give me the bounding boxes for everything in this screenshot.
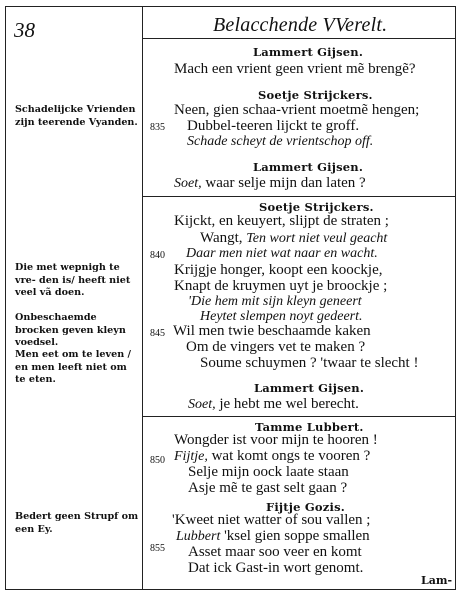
- verse-italic: Ten wort niet veul geacht: [246, 231, 388, 246]
- verse-line: Dat ick Gast-in wort genomt.: [188, 560, 364, 576]
- margin-note: Onbeschaemde brocken geven kleyn voedsel.: [15, 312, 126, 348]
- catchword: Lam-: [421, 574, 453, 587]
- verse-line: Wongder ist voor mijn te hooren !: [174, 432, 378, 448]
- frame-right-rule: [455, 6, 456, 589]
- section-rule: [143, 196, 455, 197]
- verse-line: Wil men twie beschaamde kaken: [173, 323, 371, 339]
- frame-bottom-rule: [5, 589, 456, 590]
- verse-line: Dubbel-teeren lijckt te groff.: [187, 118, 360, 134]
- verse-line: [174, 448, 370, 465]
- verse-line: 'Kweet niet watter of sou vallen ;: [172, 512, 371, 528]
- verse-line: [176, 528, 370, 545]
- speaker-name: Soetje Strijckers.: [259, 200, 374, 214]
- margin-note: Bedert geen Strupf om een Ey.: [15, 511, 139, 535]
- running-header: Belacchende VVerelt.: [213, 14, 388, 36]
- line-number: 850: [150, 455, 165, 466]
- speaker-name: Soetje Strijckers.: [258, 88, 373, 102]
- page-number: 38: [14, 18, 35, 42]
- verse-line: Selje mijn oock laate staan: [188, 464, 349, 480]
- speaker-name: Fijtje Gozis.: [266, 500, 345, 514]
- speaker-name: Lammert Gijsen.: [254, 381, 365, 395]
- verse-line: [200, 230, 387, 247]
- frame-top-rule: [5, 6, 456, 7]
- verse-line: Schade scheyt de vrientschop off.: [187, 134, 374, 149]
- line-number: 835: [150, 122, 165, 133]
- speaker-name: Tamme Lubbert.: [255, 420, 364, 434]
- verse-text: wat komt ongs te vooren ?: [211, 448, 371, 464]
- margin-note: Schadelijcke Vrienden zijn teerende Vyanden.: [15, 104, 138, 128]
- verse-line: Daar men niet wat naar en wacht.: [186, 246, 378, 261]
- margin-column-rule: [142, 6, 143, 589]
- verse-text: waar selje mijn dan laten ?: [205, 175, 366, 191]
- verse-line: Asset maar soo veer en komt: [188, 544, 362, 560]
- margin-note: Die met wepnigh te vre- den is/ heeft niet veel vã doen.: [15, 262, 131, 298]
- section-rule: [143, 416, 455, 417]
- header-rule: [143, 38, 455, 39]
- verse-line: Kijckt, en keuyert, slijpt de straten ;: [174, 213, 389, 229]
- verse-line: [174, 175, 366, 192]
- addressee-name: Lubbert: [176, 529, 221, 544]
- verse-text: je hebt me wel berecht.: [219, 396, 359, 412]
- margin-note: Men eet om te leven / en men leeft niet om te eten.: [15, 349, 132, 385]
- addressee-name: Fijtje,: [174, 449, 208, 464]
- verse-line: Soume schuymen ? 'twaar te slecht !: [200, 355, 419, 371]
- verse-line: Krijgje honger, koopt een koockje,: [174, 262, 383, 278]
- verse-line: 'Die hem mit sijn kleyn geneert: [188, 294, 362, 309]
- verse-line: [188, 396, 359, 413]
- verse-line: Asje mẽ te gast selt gaan ?: [188, 480, 348, 496]
- line-number: 840: [150, 250, 165, 261]
- verse-line: Knapt de kruymen uyt je broockje ;: [174, 278, 388, 294]
- verse-line: Neen, gien schaa-vrient moetmẽ hengen;: [174, 102, 420, 118]
- addressee-name: Soet,: [174, 176, 202, 191]
- verse-line: Mach een vrient geen vrient mẽ brengẽ?: [174, 61, 416, 77]
- frame-left-rule: [5, 6, 6, 589]
- verse-text: Wangt,: [200, 230, 243, 246]
- line-number: 855: [150, 543, 165, 554]
- verse-line: Heytet slempen noyt gedeert.: [200, 309, 363, 324]
- verse-text: 'ksel gien soppe smallen: [224, 528, 370, 544]
- speaker-name: Lammert Gijsen.: [253, 45, 364, 59]
- verse-line: Om de vingers vet te maken ?: [186, 339, 366, 355]
- speaker-name: Lammert Gijsen.: [253, 160, 364, 174]
- line-number: 845: [150, 328, 165, 339]
- addressee-name: Soet,: [188, 397, 216, 412]
